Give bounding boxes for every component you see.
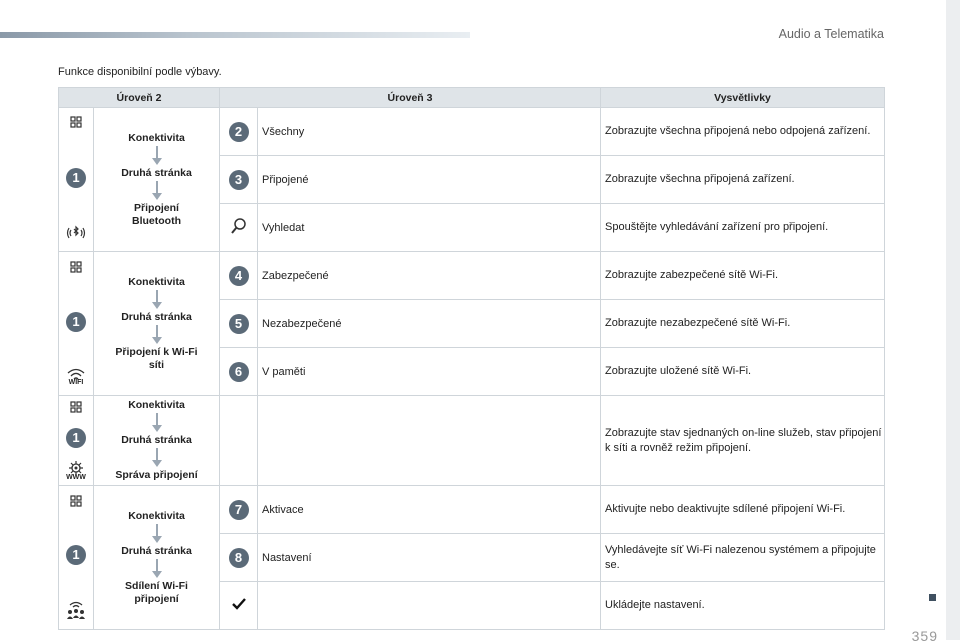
- level3-label: Připojené: [258, 156, 601, 204]
- menu-path: [95, 510, 218, 606]
- level2-path-cell: [94, 252, 220, 396]
- level3-icon-cell: [220, 252, 258, 300]
- search-icon: [230, 226, 248, 238]
- arrow-down-icon: [152, 413, 162, 433]
- www-gear-icon: [66, 460, 86, 481]
- footer-square: [929, 594, 936, 601]
- menu-step: Konektivita: [128, 131, 185, 144]
- menu-step: Konektivita: [128, 399, 185, 411]
- level2-icons: [60, 261, 92, 386]
- level3-label: Nezabezpečené: [258, 300, 601, 348]
- level3-icon-cell: [220, 156, 258, 204]
- menu-step: Druhá stránka: [121, 544, 192, 557]
- level3-label: [258, 396, 601, 486]
- header-bar: [0, 32, 470, 38]
- col-explain: Vysvětlivky: [601, 88, 885, 108]
- menu-step: Druhá stránka: [121, 434, 192, 446]
- arrow-down-icon: [152, 290, 162, 310]
- section-title: Audio a Telematika: [778, 27, 884, 41]
- level3-icon-cell: [220, 582, 258, 630]
- level3-label: Aktivace: [258, 486, 601, 534]
- level3-icon-cell: [220, 348, 258, 396]
- icon-label: WIFI: [68, 379, 84, 386]
- number-badge: 2: [229, 122, 249, 142]
- level3-icon-cell: [220, 534, 258, 582]
- explanation: Zobrazujte uložené sítě Wi-Fi.: [601, 348, 885, 396]
- menu-path: [95, 399, 218, 482]
- col-level3: Úroveň 3: [220, 88, 601, 108]
- explanation: Zobrazujte nezabezpečené sítě Wi-Fi.: [601, 300, 885, 348]
- check-icon: [232, 601, 246, 613]
- icon-label: WWW: [66, 473, 86, 481]
- level3-label: [258, 582, 601, 630]
- grid-icon: [70, 401, 82, 416]
- explanation: Aktivujte nebo deaktivujte sdílené připojení Wi-Fi.: [601, 486, 885, 534]
- wifi-icon: [65, 367, 87, 386]
- level2-icon-cell: [59, 396, 94, 486]
- explanation: Zobrazujte zabezpečené sítě Wi-Fi.: [601, 252, 885, 300]
- explanation: Vyhledávejte síť Wi-Fi nalezenou systémem a připojujte se.: [601, 534, 885, 582]
- number-badge: 6: [229, 362, 249, 382]
- level3-label: Zabezpečené: [258, 252, 601, 300]
- menu-step: Konektivita: [128, 509, 185, 522]
- explanation: Spouštějte vyhledávání zařízení pro připojení.: [601, 204, 885, 252]
- menu-step: Druhá stránka: [121, 310, 192, 323]
- level3-icon-cell: [220, 396, 258, 486]
- arrow-down-icon: [152, 524, 162, 544]
- level3-label: V paměti: [258, 348, 601, 396]
- number-badge: 5: [229, 314, 249, 334]
- level3-label: Nastavení: [258, 534, 601, 582]
- col-level2: Úroveň 2: [59, 88, 220, 108]
- level3-icon-cell: [220, 204, 258, 252]
- step-badge: 1: [66, 312, 86, 332]
- level3-icon-cell: [220, 300, 258, 348]
- menu-step: Připojení k Wi-Fi síti: [115, 345, 198, 371]
- number-badge: 7: [229, 500, 249, 520]
- explanation: Zobrazujte stav sjednaných on-line služeb, stav připojení k síti a rovněž režim připojení.: [601, 396, 885, 486]
- arrow-down-icon: [152, 448, 162, 468]
- level3-icon-cell: [220, 108, 258, 156]
- explanation: Zobrazujte všechna připojená zařízení.: [601, 156, 885, 204]
- menu-step: Konektivita: [128, 275, 185, 288]
- menu-step: Připojení Bluetooth: [132, 201, 181, 227]
- intro-text: Funkce disponibilní podle výbavy.: [58, 66, 222, 78]
- level3-icon-cell: [220, 486, 258, 534]
- table-row: [59, 486, 885, 534]
- table-row: [59, 108, 885, 156]
- level2-icon-cell: [59, 108, 94, 252]
- menu-path: [95, 276, 218, 372]
- table-row: [59, 396, 885, 486]
- level2-path-cell: [94, 396, 220, 486]
- number-badge: 8: [229, 548, 249, 568]
- arrow-down-icon: [152, 146, 162, 166]
- step-badge: 1: [66, 428, 86, 448]
- settings-table: [58, 87, 885, 630]
- table-header-row: [59, 88, 885, 108]
- arrow-down-icon: [152, 559, 162, 579]
- side-strip: [946, 0, 960, 640]
- step-badge: 1: [66, 545, 86, 565]
- level2-path-cell: [94, 108, 220, 252]
- level2-icon-cell: [59, 252, 94, 396]
- level3-label: Všechny: [258, 108, 601, 156]
- page-number: 359: [911, 628, 938, 644]
- grid-icon: [70, 116, 82, 131]
- grid-icon: [70, 261, 82, 276]
- number-badge: 3: [229, 170, 249, 190]
- menu-path: [95, 132, 218, 228]
- level2-path-cell: [94, 486, 220, 630]
- table-row: [59, 252, 885, 300]
- level3-label: Vyhledat: [258, 204, 601, 252]
- level2-icon-cell: [59, 486, 94, 630]
- level2-icons: [60, 116, 92, 243]
- arrow-down-icon: [152, 181, 162, 201]
- number-badge: 4: [229, 266, 249, 286]
- menu-step: Sdílení Wi-Fi připojení: [125, 579, 188, 605]
- grid-icon: [70, 495, 82, 510]
- level2-icons: [60, 495, 92, 620]
- arrow-down-icon: [152, 325, 162, 345]
- menu-step: Správa připojení: [115, 469, 198, 481]
- explanation: Zobrazujte všechna připojená nebo odpojená zařízení.: [601, 108, 885, 156]
- step-badge: 1: [66, 168, 86, 188]
- menu-step: Druhá stránka: [121, 166, 192, 179]
- level2-icons: [60, 401, 92, 481]
- hotspot-people-icon: [65, 600, 87, 620]
- explanation: Ukládejte nastavení.: [601, 582, 885, 630]
- bluetooth-wave-icon: [65, 225, 87, 243]
